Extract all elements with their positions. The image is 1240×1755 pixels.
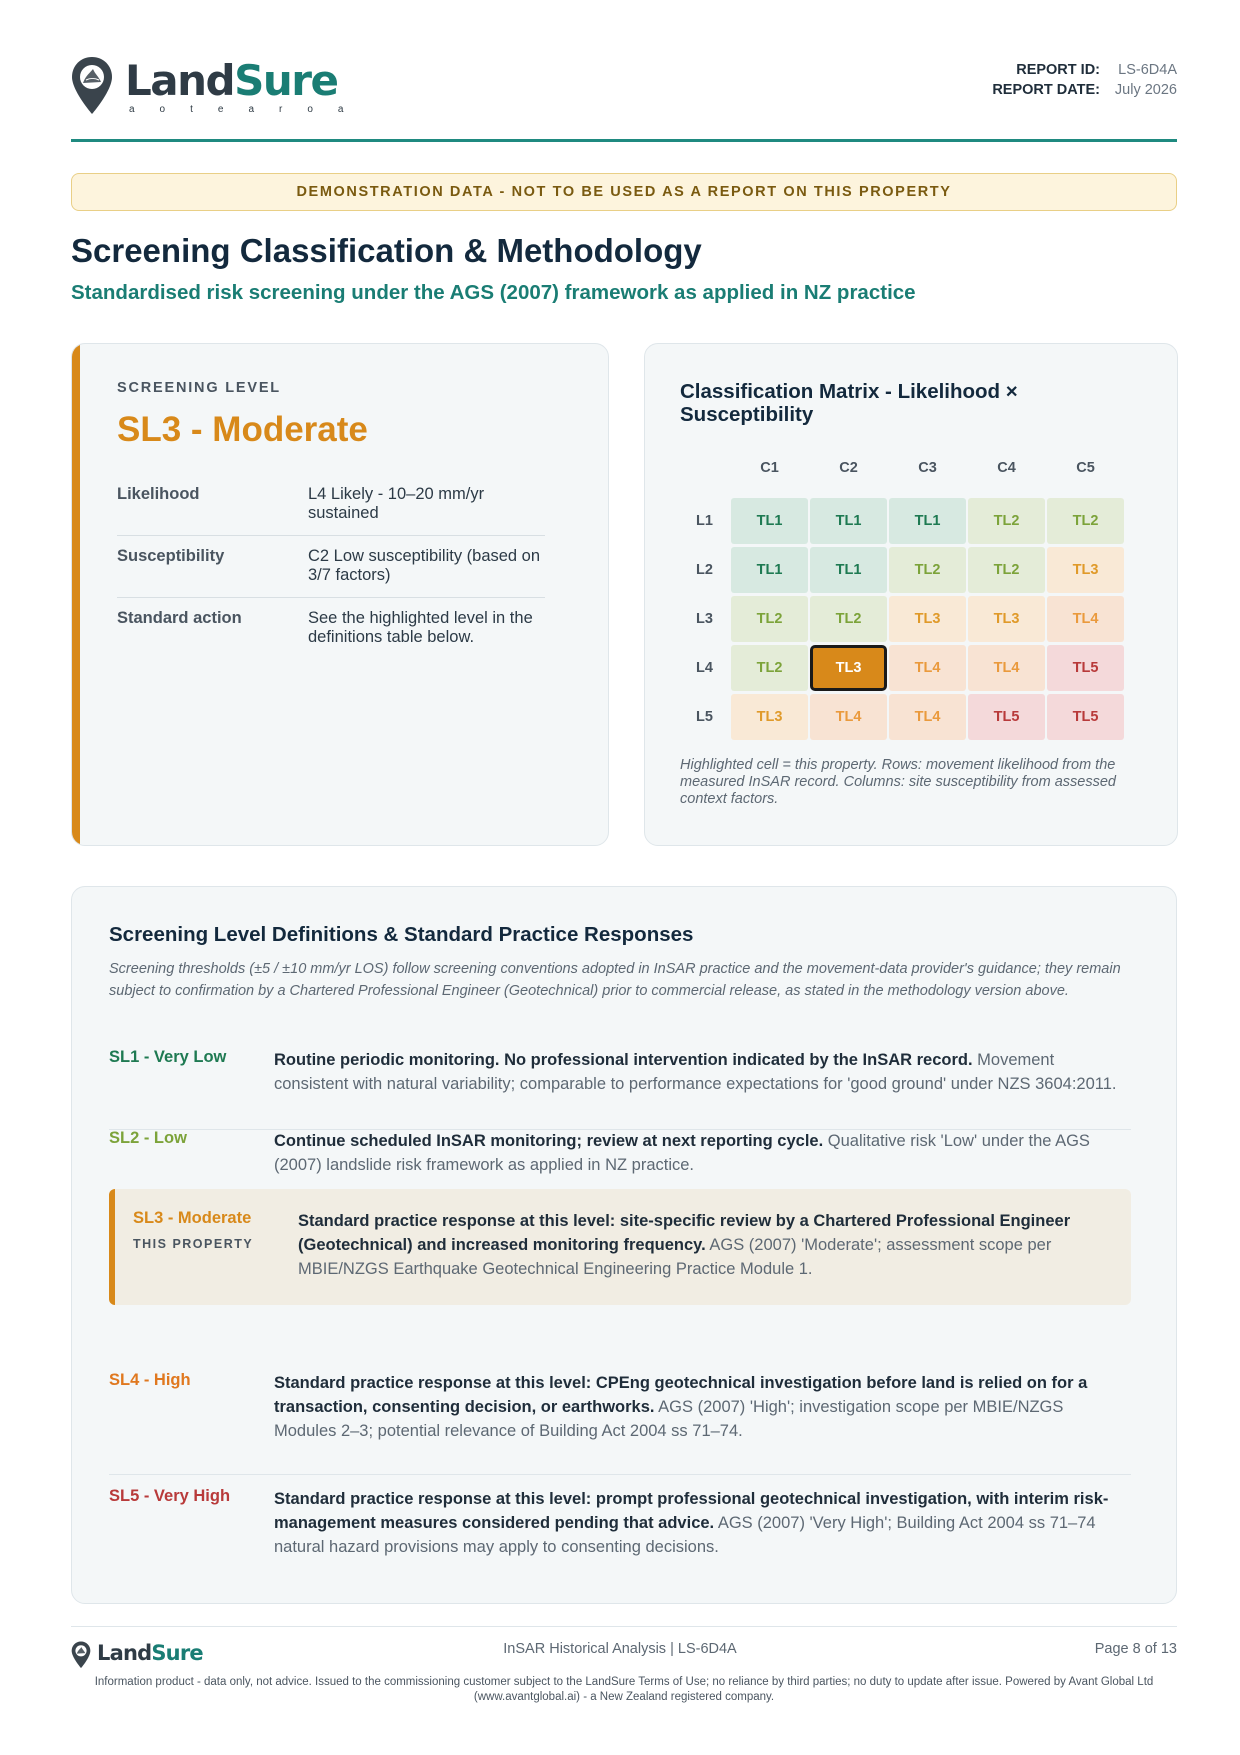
detail-value: L4 Likely - 10–20 mm/yr sustained (308, 485, 485, 522)
detail-key: Susceptibility (117, 547, 225, 565)
matrix-cell: TL5 (1047, 694, 1124, 740)
matrix-cell: TL3 (731, 694, 808, 740)
definition-level: SL3 - Moderate (133, 1209, 252, 1227)
definition-text: Continue scheduled InSAR monitoring; review at next reporting cycle. Qualitative risk 'Low' under the AGS (2007) landslide risk framework as applied in NZ practice. (274, 1132, 1090, 1174)
matrix-note: Highlighted cell = this property. Rows: movement likelihood from the measured InSAR record. Columns: site susceptibility from assessed context factors. (680, 757, 1116, 807)
matrix-cell: TL5 (968, 694, 1045, 740)
definitions-note: Screening thresholds (±5 / ±10 mm/yr LOS) follow screening conventions adopted in InSAR practice and the movement-data provider's guidance; they remain subject to confirmation by a Chartered Professional Engineer (Geotechnical) prior to commercial release, as stated in the methodology version above. (109, 961, 1121, 999)
header-divider (71, 139, 1177, 142)
definition-row-sl1 (109, 1048, 1131, 1130)
matrix-cell: TL1 (810, 498, 887, 544)
screening-level-label: SCREENING LEVEL (117, 380, 281, 396)
demo-banner: DEMONSTRATION DATA - NOT TO BE USED AS A REPORT ON THIS PROPERTY (71, 173, 1177, 211)
report-id-label: REPORT ID: (1016, 62, 1100, 78)
matrix-row-header: L1 (696, 512, 713, 529)
matrix-column-header: C3 (918, 460, 937, 476)
matrix-column-header: C5 (1076, 460, 1095, 476)
footer-wordmark: LandSure (97, 1641, 203, 1665)
definition-row-sl4 (109, 1371, 1131, 1475)
report-date-label: REPORT DATE: (992, 82, 1100, 98)
matrix-cell: TL1 (889, 498, 966, 544)
matrix-row-header: L5 (696, 708, 713, 725)
matrix-cell: TL1 (731, 498, 808, 544)
accent-bar (72, 344, 80, 845)
screening-details (117, 474, 545, 659)
matrix-cell: TL2 (968, 498, 1045, 544)
footer-disclaimer: Information product - data only, not advice. Issued to the commissioning customer subject to the LandSure Terms of Use; no reliance by third parties; no duty to update after issue. Powered by Avant Global Ltd (www.avantglobal.ai) - a New Zealand registered company. (94, 1676, 1154, 1703)
matrix-cell: TL3 (810, 645, 887, 691)
matrix-cell: TL5 (1047, 645, 1124, 691)
definitions-title: Screening Level Definitions & Standard Practice Responses (109, 923, 694, 946)
definition-text: Standard practice response at this level: CPEng geotechnical investigation before land is relied on for a transaction, consenting decision, or earthworks. AGS (2007) 'High'; investigation scope per MBIE/NZGS Modules 2–3; potential relevance of Building Act 2004 ss 71–74. (274, 1374, 1088, 1440)
definition-level: SL2 - Low (109, 1129, 187, 1147)
matrix-row-header: L3 (696, 610, 713, 627)
definition-row-sl3 (109, 1189, 1131, 1305)
screening-level-card (71, 343, 609, 846)
matrix-cell: TL2 (810, 596, 887, 642)
report-header (71, 56, 1177, 140)
definition-text: Standard practice response at this level: prompt professional geotechnical investigation, with interim risk-management measures considered pending that advice. AGS (2007) 'Very High'; Building Act 2004 ss 71–74 natural hazard provisions may apply to consenting decisions. (274, 1490, 1109, 1556)
matrix-cell: TL2 (889, 547, 966, 593)
matrix-cell: TL1 (810, 547, 887, 593)
matrix-row (680, 643, 1125, 692)
classification-matrix (680, 456, 1125, 741)
matrix-title: Classification Matrix - Likelihood × Susceptibility (680, 380, 1018, 426)
definition-text: Routine periodic monitoring. No professional intervention indicated by the InSAR record. Movement consistent with natural variability; comparable to performance expectations for 'good ground' under NZS 3604:2011. (274, 1051, 1117, 1093)
definition-level: SL5 - Very High (109, 1487, 231, 1505)
detail-key: Likelihood (117, 485, 200, 503)
detail-value: C2 Low susceptibility (based on 3/7 factors) (308, 547, 541, 584)
detail-row-susceptibility (117, 536, 545, 598)
map-pin-icon (71, 56, 113, 116)
matrix-cell: TL3 (889, 596, 966, 642)
matrix-row (680, 692, 1125, 741)
matrix-row (680, 545, 1125, 594)
matrix-cell: TL3 (968, 596, 1045, 642)
definition-level: SL1 - Very Low (109, 1048, 227, 1066)
matrix-column-headers (730, 456, 1125, 496)
this-property-tag: THIS PROPERTY (133, 1237, 254, 1251)
matrix-row (680, 594, 1125, 643)
matrix-cell: TL4 (968, 645, 1045, 691)
matrix-cell: TL4 (889, 694, 966, 740)
matrix-cell: TL4 (889, 645, 966, 691)
matrix-row (680, 496, 1125, 545)
page-subtitle: Standardised risk screening under the AGS (2007) framework as applied in NZ practice (71, 281, 916, 304)
matrix-cell: TL2 (731, 645, 808, 691)
detail-key: Standard action (117, 609, 242, 627)
classification-matrix-card (644, 343, 1178, 846)
detail-value: See the highlighted level in the definitions table below. (308, 609, 533, 646)
matrix-cell: TL3 (1047, 547, 1124, 593)
matrix-row-header: L4 (696, 659, 713, 676)
definition-text: Standard practice response at this level: site-specific review by a Chartered Professional Engineer (Geotechnical) and increased monitoring frequency. AGS (2007) 'Moderate'; assessment scope per MBIE/NZGS Earthquake Geotechnical Engineering Practice Module 1. (298, 1212, 1071, 1278)
report-id-value: LS-6D4A (1118, 62, 1177, 78)
landsure-logo (71, 56, 368, 116)
matrix-cell: TL4 (810, 694, 887, 740)
highlight-bar (109, 1189, 115, 1305)
detail-row-standard-action (117, 598, 545, 659)
page-title: Screening Classification & Methodology (71, 232, 702, 269)
detail-row-likelihood (117, 474, 545, 536)
definition-level: SL4 - High (109, 1371, 191, 1389)
screening-level-value: SL3 - Moderate (117, 410, 368, 449)
page-number: Page 8 of 13 (1094, 1641, 1177, 1657)
matrix-column-header: C2 (839, 460, 858, 476)
definition-row-sl5 (109, 1487, 1131, 1567)
definitions-card (71, 886, 1177, 1604)
matrix-row-header: L2 (696, 561, 713, 578)
brand-wordmark: LandSure (125, 56, 338, 105)
matrix-column-header: C1 (760, 460, 779, 476)
footer-report-name: InSAR Historical Analysis | LS-6D4A (503, 1641, 737, 1657)
matrix-cell: TL2 (1047, 498, 1124, 544)
matrix-cell: TL4 (1047, 596, 1124, 642)
matrix-cell: TL2 (968, 547, 1045, 593)
matrix-column-header: C4 (997, 460, 1016, 476)
report-date-value: July 2026 (1114, 82, 1177, 98)
report-meta (992, 60, 1177, 100)
footer-divider (71, 1626, 1177, 1627)
brand-tagline: aotearoa (129, 104, 369, 115)
matrix-cell: TL1 (731, 547, 808, 593)
matrix-cell: TL2 (731, 596, 808, 642)
